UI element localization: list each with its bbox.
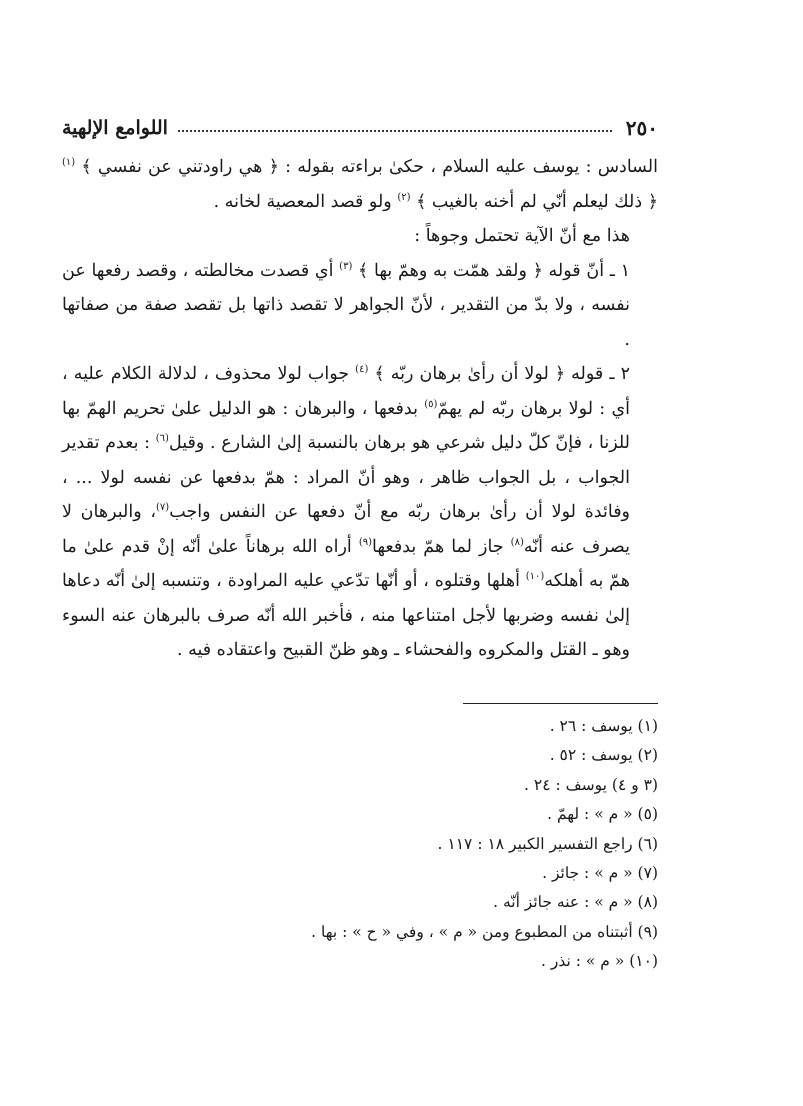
main-text	[62, 150, 658, 668]
footnote: (١٠) « م » : نذر .	[541, 952, 658, 971]
running-title: اللوامع الإلهية	[62, 117, 168, 139]
footnote-marker: (٩)	[358, 536, 373, 548]
paragraph-point-2: ٢ ـ قوله ﴿ لولا أن رأىٰ برهان ربّه ﴾ $^{(٤)}$ جواب لولا محذوف ، لدلالة الكلام عليه ، أي : لولا برهان ربّه لم يهمّ$^{(٥)}$ بدفعها ، والبرهان : هو الدليل علىٰ تحريم الهمّ بها للزنا ، فإنّ كلّ دليل شرعي هو برهان بالنسبة إلىٰ الشارع . وقيل$^{(٦)}$ : بعدم تقدير الجواب ، بل الجواب ظاهر ، وهو أنّ المراد : همّ بدفعها عن نفسه لولا ... ، وفائدة لولا أن رأىٰ برهان ربّه مع أنّ دفعها عن النفس واجب$^{(٧)}$، والبرهان لا يصرف عنه أنّه$^{(٨)}$ جاز لما همّ بدفعها$^{(٩)}$ أراه الله برهاناً علىٰ أنّه إنْ قدم علىٰ ما همّ به أهلكه$^{(١٠)}$ أهلها وقتلوه ، أو أنّها تدّعي عليه المراودة ، وتنسبه إلىٰ أنّه دعاها إلىٰ نفسه وضربها لأجل امتناعها منه ، فأخبر الله أنّه صرف بالبرهان عنه السوء وهو ـ القتل والمكروه والفحشاء ـ وهو ظنّ القبيح واعتقاده فيه .	[62, 364, 631, 660]
dotted-leader	[178, 130, 612, 132]
paragraph-point-1: ١ ـ أنّ قوله ﴿ ولقد همّت به وهمّ بها ﴾ $^{(٣)}$ أي قصدت مخالطته ، وقصد رفعها عن نفسه ، ولا بدّ من التقدير ، لأنّ الجواهر لا تقصد ذاتها بل تقصد صفة من صفاتها .	[62, 260, 630, 350]
page-header	[62, 108, 658, 148]
footnote: (١) يوسف : ٢٦ .	[549, 717, 658, 735]
footnote-marker: (٤)	[355, 364, 369, 376]
footnote: (٣ و ٤) يوسف : ٢٤ .	[524, 775, 658, 794]
footnote: (٥) « م » : لهمّ .	[547, 805, 658, 824]
footnote-marker: (١)	[62, 157, 76, 169]
page-number: ٢٥٠	[625, 116, 658, 140]
footnote: (٨) « م » : عنه جائز أنّه .	[493, 893, 658, 912]
footnote: (٦) راجع التفسير الكبير ١٨ : ١١٧ .	[437, 834, 658, 853]
footnote: (٢) يوسف : ٥٢ .	[549, 746, 658, 765]
footnote-marker: (٥)	[424, 398, 438, 410]
footnotes	[62, 712, 658, 977]
footnote: (٩) أثبتناه من المطبوع ومن « م » ، وفي « ح » : بها .	[311, 922, 658, 941]
paragraph-sixth: السادس : يوسف عليه السلام ، حكىٰ براءته بقوله : ﴿ هي راودتني عن نفسي ﴾ $^{(١)}$ ﴿ ذلك ليعلم أنّي لم أخنه بالغيب ﴾ $^{(٢)}$ ولو قصد المعصية لخانه .	[62, 157, 658, 212]
footnote-marker: (٢)	[397, 191, 411, 203]
footnote: (٧) « م » : جائز .	[542, 864, 658, 883]
footnote-marker: (١٠)	[525, 571, 545, 583]
footnote-marker: (٨)	[510, 536, 524, 548]
footnote-divider	[463, 703, 658, 704]
footnote-marker: (٦)	[155, 433, 169, 445]
paragraph-intro: هذا مع أنّ الآية تحتمل وجوهاً :	[414, 226, 630, 246]
footnote-marker: (٣)	[339, 260, 353, 272]
footnote-marker: (٧)	[156, 502, 170, 514]
